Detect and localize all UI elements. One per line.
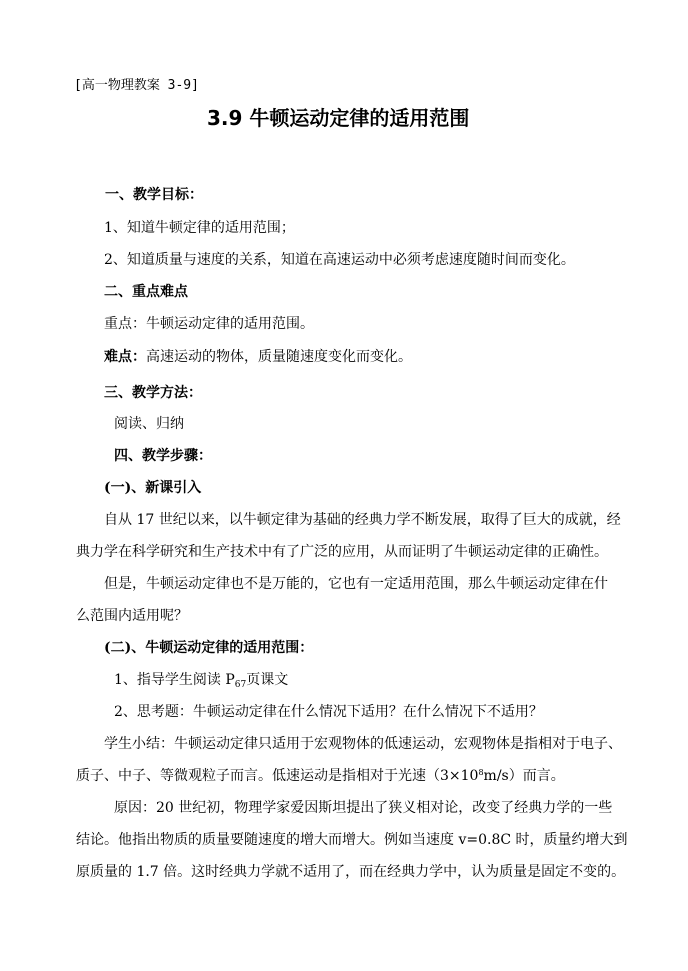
step-1	[114, 671, 288, 689]
intro-heading: (一)、新课引入	[104, 480, 202, 496]
intro-paragraph-2-line-2: 么范围内适用呢？	[76, 608, 188, 624]
reason-line-1: 原因：20 世纪初，物理学家爱因斯坦提出了狭义相对论，改变了经典力学的一些	[114, 800, 613, 816]
reason-line-2: 结论。他指出物质的质量要随速度的增大而增大。例如当速度 v=0.8C 时，质量约增大到	[76, 832, 628, 848]
intro-paragraph-2-line-1: 但是，牛顿运动定律也不是万能的，它也有一定适用范围，那么牛顿运动定律在什	[104, 576, 608, 592]
step-1-text: 1、指导学生阅读 P	[114, 672, 235, 688]
key-heading: 二、重点难点	[104, 284, 188, 300]
summary-line-2-suffix: m/s）而言。	[483, 768, 565, 784]
exponent: 8	[478, 768, 484, 777]
goals-heading: 一、教学目标：	[105, 187, 203, 203]
difficult-point	[104, 348, 412, 366]
difficult-text: 高速运动的物体，质量随速度变化而变化。	[146, 349, 412, 365]
goal-2: 2、知道质量与速度的关系，知道在高速运动中必须考虑速度随时间而变化。	[104, 252, 575, 268]
summary-line-2	[76, 767, 565, 785]
key-point: 重点：牛顿运动定律的适用范围。	[104, 316, 314, 332]
page-number-subscript: 67	[234, 680, 247, 690]
reason-line-3: 原质量的 1.7 倍。这时经典力学就不适用了，而在经典力学中，认为质量是固定不变的。	[76, 864, 626, 880]
summary-line-1: 学生小结：牛顿运动定律只适用于宏观物体的低速运动，宏观物体是指相对于电子、	[104, 736, 622, 752]
page-title: 3.9 牛顿运动定律的适用范围	[207, 106, 470, 130]
step-1-suffix: 页课文	[246, 672, 289, 688]
step-2: 2、思考题：牛顿运动定律在什么情况下适用？在什么情况下不适用？	[114, 704, 543, 720]
header-tag: [高一物理教案 3-9]	[74, 78, 199, 93]
steps-heading: 四、教学步骤：	[114, 448, 212, 464]
method-heading: 三、教学方法：	[104, 385, 202, 401]
scope-heading: (二)、牛顿运动定律的适用范围：	[104, 640, 314, 656]
intro-paragraph-1-line-2: 典力学在科学研究和生产技术中有了广泛的应用，从而证明了牛顿运动定律的正确性。	[76, 544, 608, 560]
intro-paragraph-1-line-1: 自从 17 世纪以来，以牛顿定律为基础的经典力学不断发展，取得了巨大的成就，经	[104, 512, 621, 528]
difficult-label: 难点：	[104, 349, 146, 365]
summary-line-2-text: 质子、中子、等微观粒子而言。低速运动是指相对于光速（3×10	[76, 768, 479, 784]
goal-1: 1、知道牛顿定律的适用范围；	[104, 220, 295, 236]
method-text: 阅读、归纳	[114, 416, 184, 432]
